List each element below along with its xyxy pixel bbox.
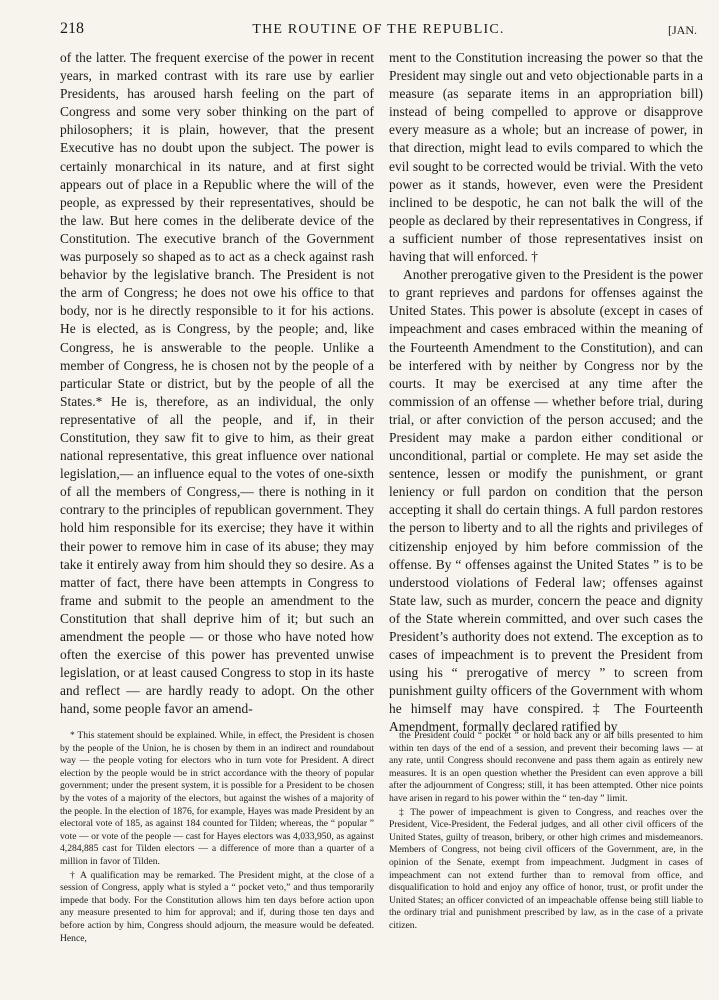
paragraph: Another prerogative given to the President is the power to grant reprieves and pardons for offenses against the United States. This power is absolute (except in cases of impeachment and cases embraced within the meaning of the Fourteenth Amendment to the Constitution), and can be interfered with by neither by Congress nor by the courts. It may be exercised at any time after the commission of an offense — whether before trial, during trial, or after conviction of the person accused; and the President may make a pardon either conditional or unconditional, partial or complete. He may set aside the sentence, lessen or modify the punishment, or grant leniency or full pardon on condition that the person accepting it shall do certain things. A full pardon restores the person to liberty and to all the rights and privileges of citizenship enjoyed by him before commission of the offense. By “ offenses against the United States ” is to be understood violations of Federal law; offenses against State law, such as murder, concern the peace and dignity of the State wherein committed, and over such cases the President’s authority does not extend. The exception as to cases of impeachment is to prevent the President from using his “ prerogative of mercy ” to screen from punishment guilty officers of the Government with whom he himself may have conspired. ‡ The Fourteenth Amendment, formally declared ratified by: [389, 267, 703, 735]
footnote: † A qualification may be remarked. The President might, at the close of a session of Congress, apply what is styled a “ pocket veto,” and thus temporarily impede that body. For the Constitution allows him ten days before action upon any measure presented to him for approval; and if, during those ten days and before action by him, Congress should adjourn, the measure would be defeated. Hence,: [60, 869, 374, 944]
footnote: * This statement should be explained. While, in effect, the President is chosen by the people of the Union, he is chosen by them in an indirect and roundabout way — the people voting for electors who in turn vote for President. A direct election by the people would be in strict accordance with the theory of popular government; under the present system, it is possible for a President to be chosen by the votes of a majority of the electors, but against the wishes of a majority of the people. In the election of 1876, for example, Hayes was made President by an electoral vote of 185, as against 184 counted for Tilden; whereas, the “ popular ” vote — or vote of the people — cast for Hayes electors was 4,033,950, as against 4,284,885 cast for Tilden electors — a difference of more than a quarter of a million in favor of Tilden.: [60, 730, 374, 867]
running-title: THE ROUTINE OF THE REPUBLIC.: [252, 22, 505, 37]
right-column: [389, 49, 703, 735]
page-number: 218: [60, 20, 84, 37]
footnotes: [60, 730, 703, 980]
paragraph: ment to the Constitution increasing the power so that the President may single out and veto objectionable parts in a measure (as separate items in an appropriation bill) instead of being compelled to approve or disapprove every measure as a whole; but an increase of power, in that direction, might lead to evils compared to which the evil sought to be corrected would be trivial. With the veto power as it stands, however, even were the President inclined to be despotic, he can not balk the will of the people as declared by their representatives in Congress, if a sufficient number of those representatives insist on having that will enforced. †: [389, 50, 703, 265]
article-body: [60, 49, 703, 735]
footnotes-left-column: [60, 730, 374, 980]
paragraph: of the latter. The frequent exercise of the power in recent years, in marked contrast with its rare use by earlier Presidents, has aroused harsh feeling on the part of Congress and some very sober thinking on the part of philosophers; it is plain, however, that the present Executive has no doubt upon the subject. The power is certainly monarchical in its nature, and at first sight appears out of place in a Republic where the will of the people, as expressed by their representatives, should be the law. But here comes in the deliberate device of the Constitution. The executive branch of the Government was purposely so shaped as to act as a check against rash behavior by the legislative branch. The President is not the arm of Congress; he does not owe his office to that body, nor is he directly responsible to it for his actions. He is elected, as is Congress, by the people; and, like Congress, he is answerable to the people. Unlike a member of Congress, he is chosen not by the people of a particular State or district, but by the people of all the States.* He is, therefore, as an individual, the only representative of all the people, and if, in their Constitution, they saw fit to give to him, as their great national representative, this great influence over national legislation,— an influence equal to the votes of one-sixth of all the members of Congress,— there is nothing in it contrary to the principles of republican government. They hold him responsible for its exercise; they have it within their power to remove him in case of its abuse; they may take it entirely away from him should they so desire. As a matter of fact, there have been attempts in Congress to frame and submit to the people an amendment to the Constitution that shall deprive him of it; but such an amendment the people — or those who have noted how often the exercise of this power has prevented unwise legislation, or at least caused Congress to stop in its haste and reflect — are hardly ready to adopt. On the other hand, some people favor an amend-: [60, 50, 374, 717]
issue-month: [JAN.: [668, 23, 697, 37]
footnote: ‡ The power of impeachment is given to Congress, and reaches over the President, Vice-President, the Federal judges, and all other civil officers of the United States, guilty of treason, bribery, or other high crimes and misdemeanors. Members of Congress, not being civil officers of the Government, are, in the opinion of the Senate, exempt from impeachment. Judgment in cases of impeachment can not extend further than to removal from office, and disqualification to hold and enjoy any office of honor, trust, or profit under the United States; an officer convicted of an impeachable offense being still liable to the ordinary trial and punishment prescribed by law, as in the case of a private citizen.: [389, 806, 703, 931]
left-column: [60, 49, 374, 717]
footnote: the President could “ pocket ” or hold back any or all bills presented to him within ten days of the end of a session, and prevent their becoming laws — at any rate, until Congress should reconvene and pass them again as entirely new measures. It is an open question whether the President can even approve a bill after the adjournment of Congress; still, it has been attempted. Other nice points have arisen in regard to his power within the “ ten-day ” limit.: [389, 730, 703, 804]
page-header: [60, 20, 697, 44]
footnotes-right-column: [389, 730, 703, 980]
